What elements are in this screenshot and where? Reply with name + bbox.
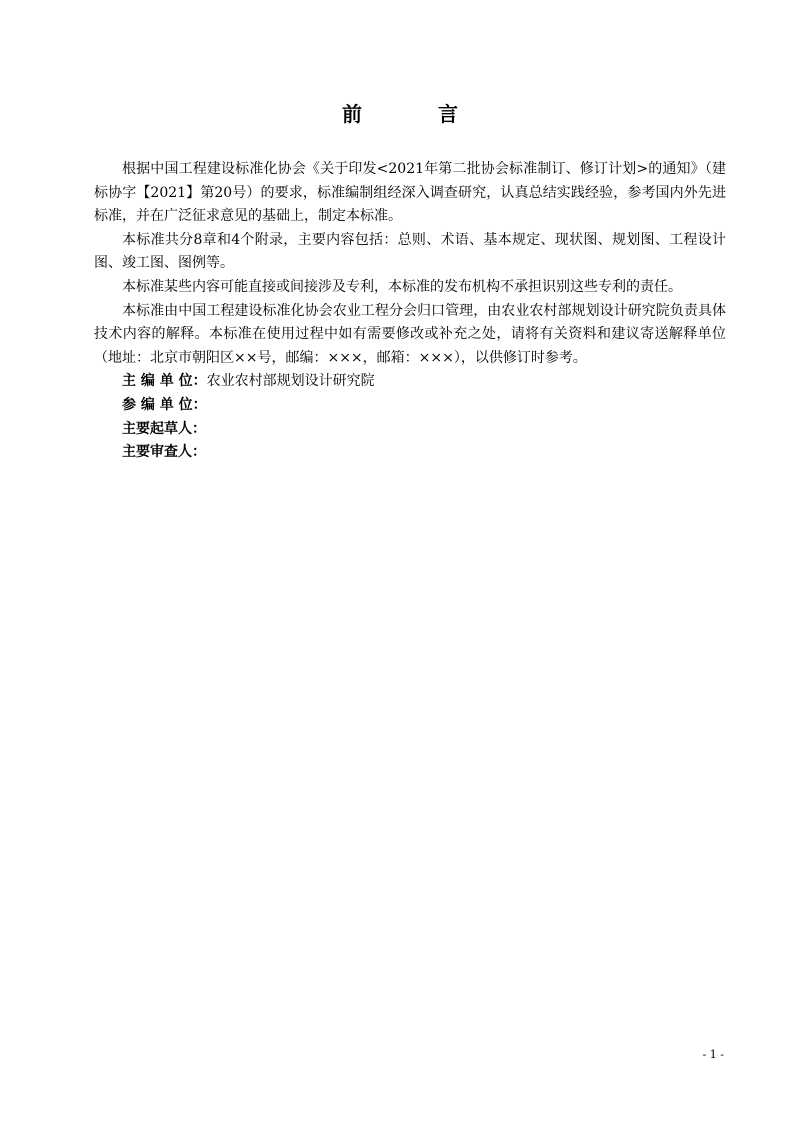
main-reviewers-label: 主要审查人： xyxy=(122,444,206,461)
main-drafters-label: 主要起草人： xyxy=(122,420,206,437)
paragraph-management: 本标准由中国工程建设标准化协会农业工程分会归口管理，由农业农村部规划设计研究院负责具体技术内容的解释。本标准在使用过程中如有需要修改或补充之处，请将有关资料和建议寄送解释单位（地址：北京市朝阳区××号，邮编：×××，邮箱：×××），以供修订时参考。 xyxy=(94,302,726,366)
page-title: 前 言 xyxy=(342,102,486,126)
participating-unit-label: 参 编 单 位： xyxy=(122,396,207,413)
document-body xyxy=(94,158,726,465)
paragraph-basis: 根据中国工程建设标准化协会《关于印发<2021年第二批协会标准制订、修订计划>的通知》（建标协字【2021】第20号）的要求，标准编制组经深入调查研究，认真总结实践经验，参考国内外先进标准，并在广泛征求意见的基础上，制定本标准。 xyxy=(94,161,726,225)
main-drafters-line xyxy=(94,418,726,442)
page-number: - 1 - xyxy=(702,1048,724,1061)
chief-editor-unit-line xyxy=(94,370,726,394)
participating-unit-line xyxy=(94,394,726,418)
chief-editor-unit-label: 主 编 单 位： xyxy=(122,373,207,390)
paragraph-patent: 本标准某些内容可能直接或间接涉及专利，本标准的发布机构不承担识别这些专利的责任。 xyxy=(122,278,682,295)
main-reviewers-line xyxy=(94,441,726,465)
paragraph-contents: 本标准共分8章和4个附录，主要内容包括：总则、术语、基本规定、现状图、规划图、工程设计图、竣工图、图例等。 xyxy=(94,231,726,272)
chief-editor-unit-value: 农业农村部规划设计研究院 xyxy=(206,373,375,390)
